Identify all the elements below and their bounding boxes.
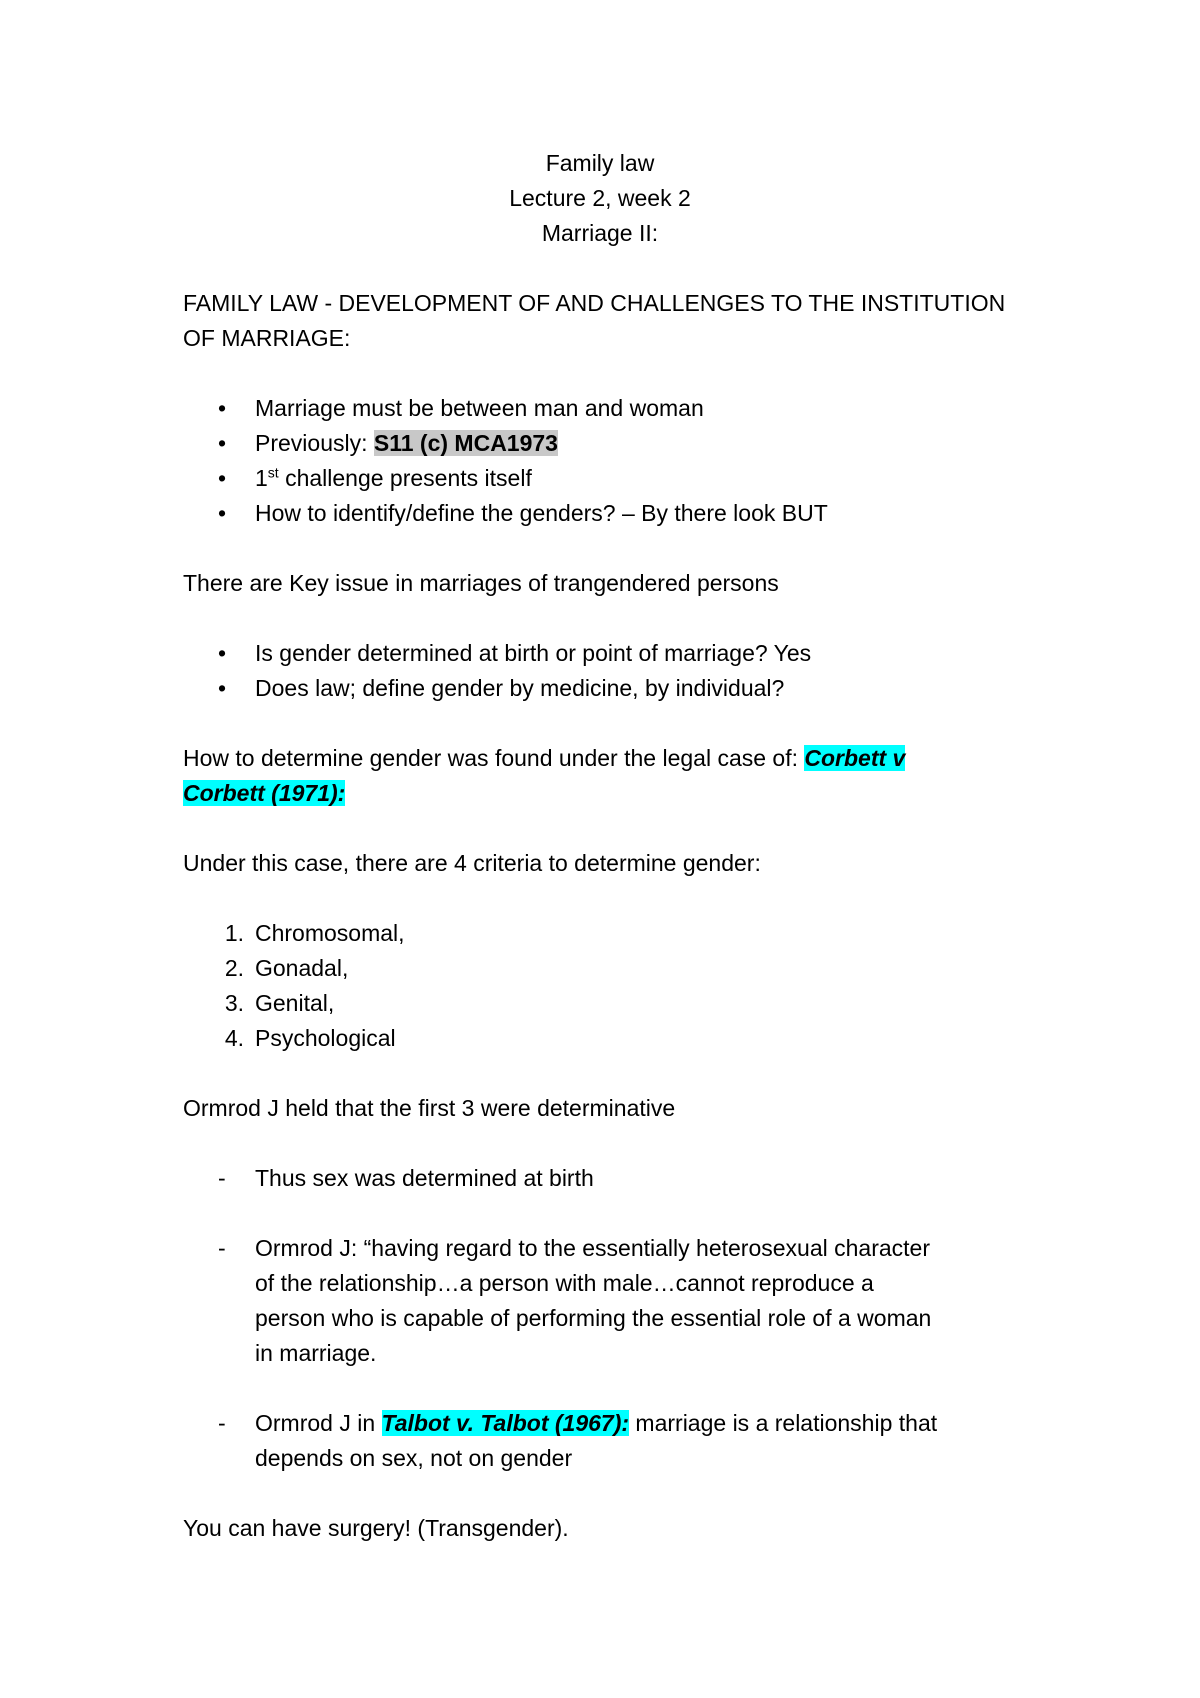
paragraph bbox=[183, 743, 905, 773]
bullet-marker: • bbox=[218, 640, 227, 666]
case-citation: Corbett (1971): bbox=[183, 780, 346, 806]
bullet-item bbox=[255, 463, 532, 493]
bullet-item: Does law; define gender by medicine, by individual? bbox=[255, 675, 785, 701]
paragraph-continuation bbox=[183, 778, 345, 808]
paragraph: Under this case, there are 4 criteria to determine gender: bbox=[183, 850, 761, 876]
bullet-marker: • bbox=[218, 465, 227, 491]
dash-marker: - bbox=[218, 1165, 226, 1191]
lecture-label: Lecture 2, week 2 bbox=[509, 185, 691, 211]
bullet-marker: • bbox=[218, 430, 227, 456]
topic-label: Marriage II: bbox=[541, 220, 659, 246]
dash-item-continuation: in marriage. bbox=[255, 1340, 377, 1366]
paragraph: There are Key issue in marriages of trangendered persons bbox=[183, 570, 779, 596]
dash-item-text: Ormrod J in bbox=[255, 1410, 382, 1436]
dash-item-continuation: depends on sex, not on gender bbox=[255, 1445, 573, 1471]
dash-marker: - bbox=[218, 1235, 226, 1261]
bullet-text: Previously: bbox=[255, 430, 374, 456]
criteria-item: Genital, bbox=[255, 990, 335, 1016]
dash-item-continuation: of the relationship…a person with male…cannot reproduce a bbox=[255, 1270, 874, 1296]
bullet-marker: • bbox=[218, 395, 227, 421]
paragraph-text: How to determine gender was found under the legal case of: bbox=[183, 745, 805, 771]
list-number: 2. bbox=[224, 955, 244, 981]
paragraph: You can have surgery! (Transgender). bbox=[183, 1515, 569, 1541]
dash-item-continuation: person who is capable of performing the essential role of a woman bbox=[255, 1305, 932, 1331]
dash-marker: - bbox=[218, 1410, 226, 1436]
bullet-item bbox=[255, 428, 558, 458]
paragraph: Ormrod J held that the first 3 were determinative bbox=[183, 1095, 676, 1121]
criteria-item: Chromosomal, bbox=[255, 920, 405, 946]
bullet-marker: • bbox=[218, 500, 227, 526]
bullet-item: Is gender determined at birth or point of marriage? Yes bbox=[255, 640, 812, 666]
dash-item: Thus sex was determined at birth bbox=[255, 1165, 594, 1191]
ordinal-suffix: st bbox=[267, 464, 279, 481]
statute-reference: S11 (c) MCA1973 bbox=[373, 430, 558, 456]
dash-item bbox=[255, 1408, 937, 1438]
list-number: 4. bbox=[224, 1025, 244, 1051]
case-citation: Talbot v. Talbot (1967): bbox=[381, 1410, 630, 1436]
criteria-item: Gonadal, bbox=[255, 955, 349, 981]
dash-item-text: marriage is a relationship that bbox=[629, 1410, 938, 1436]
case-citation: Corbett v bbox=[804, 745, 906, 771]
bullet-marker: • bbox=[218, 675, 227, 701]
ordinal-number: 1 bbox=[255, 465, 268, 491]
section-heading-line1: FAMILY LAW - DEVELOPMENT OF AND CHALLENGES TO THE INSTITUTION bbox=[183, 290, 1006, 316]
bullet-item: How to identify/define the genders? – By there look BUT bbox=[255, 500, 828, 526]
dash-item: Ormrod J: “having regard to the essentially heterosexual character bbox=[255, 1235, 930, 1261]
bullet-item: Marriage must be between man and woman bbox=[255, 395, 704, 421]
document-title: Family law bbox=[545, 150, 655, 176]
list-number: 1. bbox=[224, 920, 244, 946]
criteria-item: Psychological bbox=[255, 1025, 396, 1051]
list-number: 3. bbox=[224, 990, 244, 1016]
bullet-text: challenge presents itself bbox=[278, 465, 532, 491]
section-heading-line2: OF MARRIAGE: bbox=[183, 325, 351, 351]
